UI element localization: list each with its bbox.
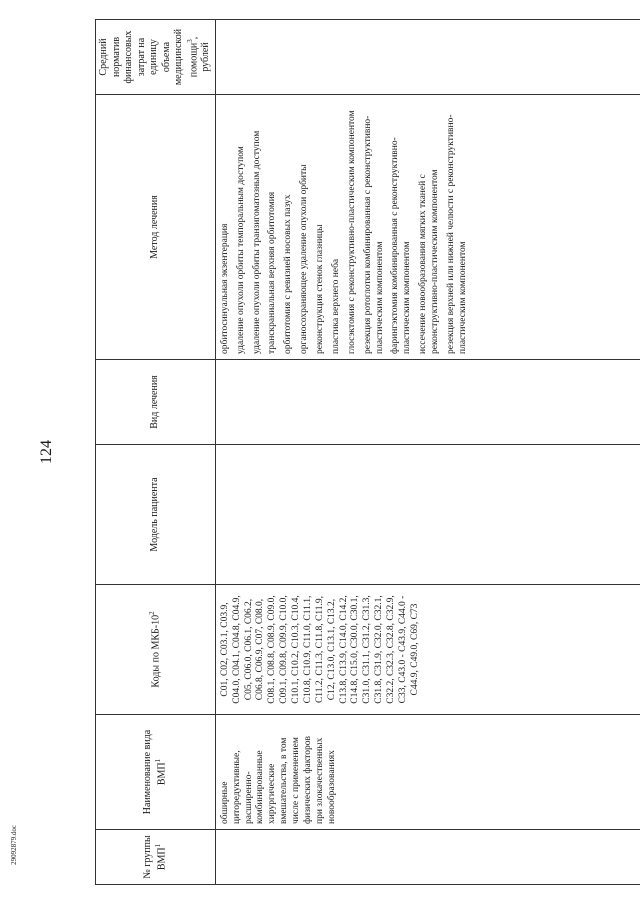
header-treatment-type: Вид лечения bbox=[96, 360, 216, 445]
table-header-row bbox=[96, 20, 216, 885]
method-item: резекция верхней или нижней челюсти с реконструктивно-пластическим компонентом bbox=[445, 114, 468, 354]
header-average-cost: Средний норматив финансовых затрат на единицу объема медицинской помощи$^3$, рублей bbox=[96, 20, 216, 95]
document-filename: 29092879.doc bbox=[10, 825, 18, 865]
rotated-table-container bbox=[95, 20, 610, 885]
cell-treatment-type bbox=[215, 360, 640, 445]
page-number: 124 bbox=[38, 440, 55, 464]
cell-group-number bbox=[215, 830, 640, 885]
method-item: реконструкция стенок глазницы bbox=[315, 224, 326, 354]
method-item: глосэктомия с реконструктивно-пластическим компонентом bbox=[346, 110, 357, 354]
cell-treatment-methods bbox=[215, 95, 640, 360]
header-treatment-method: Метод лечения bbox=[96, 95, 216, 360]
cell-care-type-name: обширные циторедуктивные, расширенно-комбинированные хирургические вмешательства, в том числе с применением физических факторов при злокачественных новообразованиях bbox=[215, 715, 640, 830]
cell-patient-model bbox=[215, 445, 640, 585]
method-item: пластика верхнего неба bbox=[330, 258, 341, 354]
table-row bbox=[215, 20, 640, 885]
method-item: удаление опухоли орбиты транзигоматозным доступом bbox=[251, 130, 262, 354]
method-item: фарингэктомия комбинированная с реконструктивно-пластическим компонентом bbox=[390, 137, 413, 354]
header-care-type-name: Наименование вида ВМП$^1$ bbox=[96, 715, 216, 830]
method-item: резекция ротоглотки комбинированная с реконструктивно-пластическим компонентом bbox=[362, 115, 385, 354]
medical-care-table bbox=[95, 19, 640, 885]
method-item: удаление опухоли орбиты темпоральным доступом bbox=[235, 146, 246, 354]
method-item: иссечение новообразования мягких тканей с реконструктивно-пластическим компонентом bbox=[418, 169, 441, 354]
header-group-number: № группы ВМП$^1$ bbox=[96, 830, 216, 885]
cell-icd-codes: C01, C02, C03.1, C03.9, C04.0, C04.1, C04.8, C04.9, C05, C06.0, C06.1, C06.2, C06.8, C06.9, C07, C08.0, C08.1, C08.8, C08.9, C09.0, C09.1, C09.8, C09.9, C10.0, C10.1, C10.2, C10.3, C10.4, C10.8, C10.9, C11.0, C11.1, C11.2, C11.3, C11.8, C11.9, C12, C13.0, C13.1, C13.2, C13.8, C13.9, C14.0, C14.2, C14.8, C15.0, C30.0, C30.1, C31.0, C31.1, C31.2, C31.3, C31.8, C31.9, C32.0, C32.1, C32.2, C32.3, C32.8, C32.9, C33, C43.0 - C43.9, C44.0 - C44.9, C49.0, C69, C73 bbox=[215, 585, 640, 715]
method-item: транскраниальная верхняя орбитотомия bbox=[267, 191, 278, 354]
method-item: орбитотомия с ревизией носовых пазух bbox=[283, 194, 294, 354]
cell-average-cost bbox=[215, 20, 640, 95]
method-item: орбитосинуальная экзентерация bbox=[219, 223, 230, 354]
header-icd-codes: Коды по МКБ-$10^2$ bbox=[96, 585, 216, 715]
header-patient-model: Модель пациента bbox=[96, 445, 216, 585]
method-item: органосохраняющее удаление опухоли орбиты bbox=[299, 164, 310, 354]
